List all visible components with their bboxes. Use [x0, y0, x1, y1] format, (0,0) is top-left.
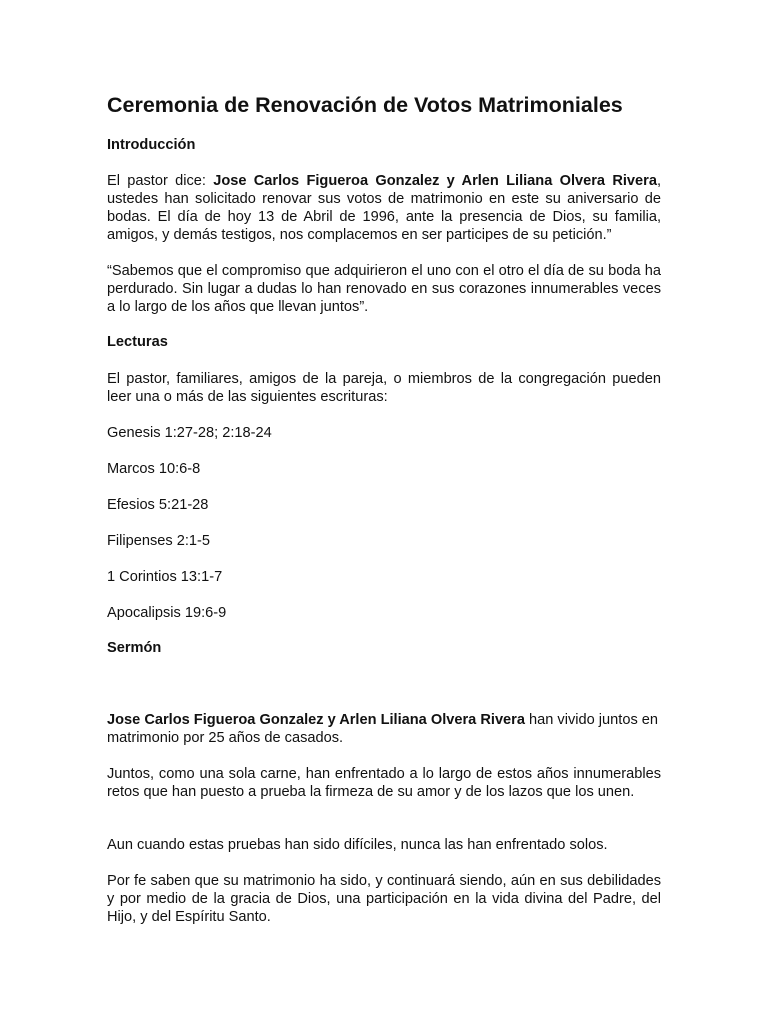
couple-names: Jose Carlos Figueroa Gonzalez y Arlen Liliana Olvera Rivera: [107, 712, 525, 728]
scripture-item: Filipenses 2:1-5: [107, 533, 211, 549]
sermon-paragraph-1: [107, 711, 661, 747]
heading-introduccion: Introducción: [107, 137, 196, 153]
lecturas-intro: El pastor, familiares, amigos de la pareja, o miembros de la congregación pueden leer una o más de las siguientes escrituras:: [107, 371, 661, 405]
sermon-paragraph-4: Por fe saben que su matrimonio ha sido, y continuará siendo, aún en sus debilidades y por medio de la gracia de Dios, una participación en la vida divina del Padre, del Hijo, y del Espíritu Santo.: [107, 873, 661, 925]
intro-lead-text: El pastor dice:: [107, 173, 214, 189]
sermon-paragraph-2: Juntos, como una sola carne, han enfrentado a lo largo de estos años innumerables retos que han puesto a prueba la firmeza de su amor y de los lazos que los unen.: [107, 766, 661, 800]
sermon-paragraph-3: Aun cuando estas pruebas han sido difíciles, nunca las han enfrentado solos.: [107, 837, 608, 853]
scripture-item: Apocalipsis 19:6-9: [107, 605, 227, 621]
heading-sermon: Sermón: [107, 640, 162, 656]
couple-names: Jose Carlos Figueroa Gonzalez y Arlen Liliana Olvera Rivera: [213, 173, 657, 189]
scripture-item: 1 Corintios 13:1-7: [107, 569, 223, 585]
scripture-item: Efesios 5:21-28: [107, 497, 209, 513]
sermon-body-text: han vivido juntos en matrimonio por 25 años de casados.: [107, 712, 659, 746]
scripture-item: Marcos 10:6-8: [107, 461, 201, 477]
intro-body-text: , ustedes han solicitado renovar sus votos de matrimonio en este su aniversario de bodas. El día de hoy 13 de Abril de 1996, ante la presencia de Dios, su familia, amigos, y demás testigos, nos complacemos en ser participes de su petición.”: [107, 173, 662, 243]
intro-paragraph-1: [107, 172, 661, 244]
document-title: Ceremonia de Renovación de Votos Matrimoniales: [107, 93, 623, 117]
scripture-item: Genesis 1:27-28; 2:18-24: [107, 425, 272, 441]
heading-lecturas: Lecturas: [107, 334, 168, 350]
intro-paragraph-2: “Sabemos que el compromiso que adquirieron el uno con el otro el día de su boda ha perdurado. Sin lugar a dudas lo han renovado en sus corazones innumerables veces a lo largo de los años que llevan juntos”.: [107, 263, 661, 315]
